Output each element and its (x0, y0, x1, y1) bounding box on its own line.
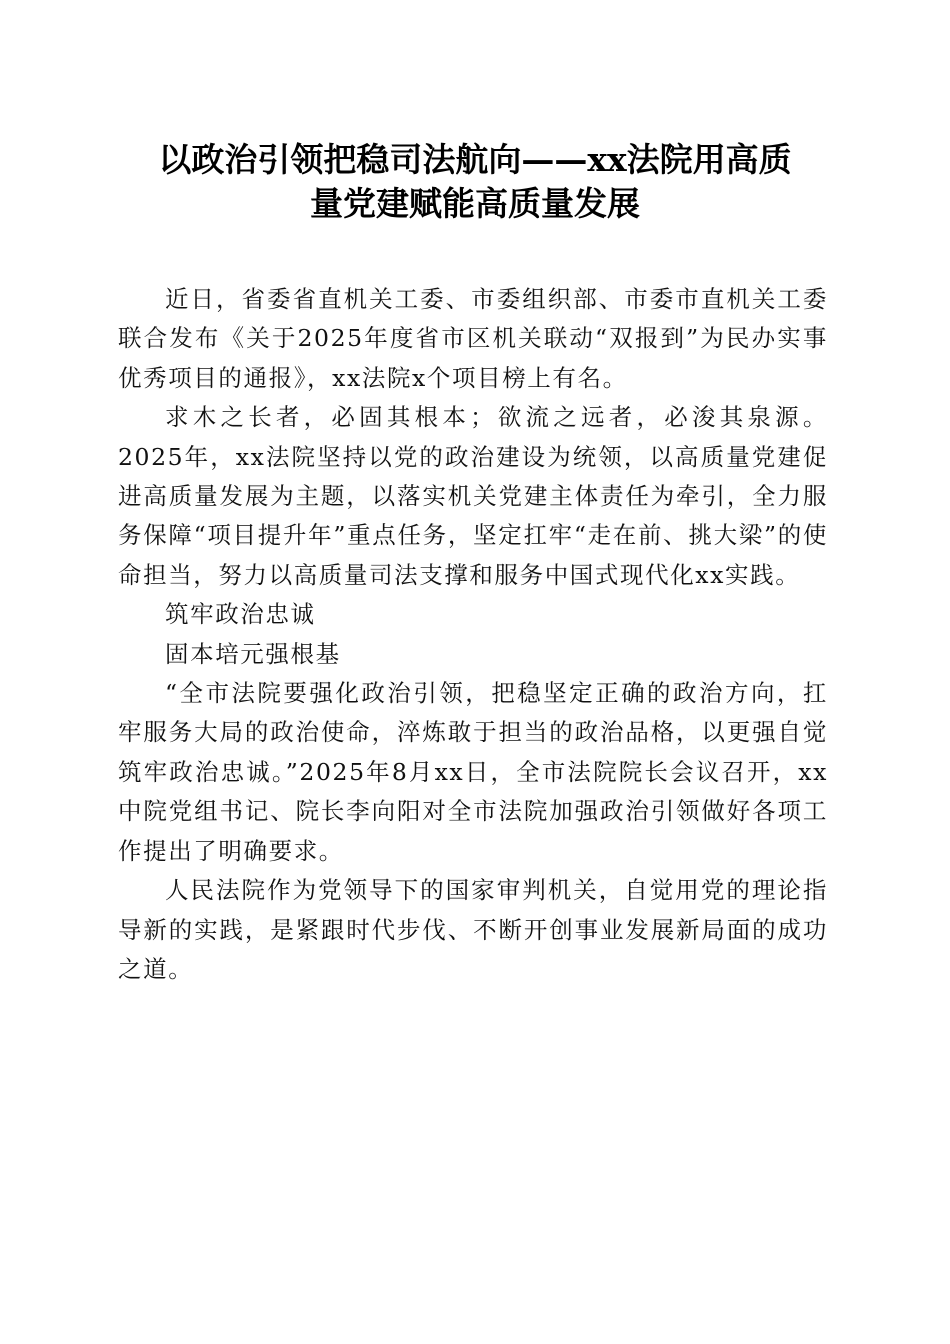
paragraph-intro: 近日，省委省直机关工委、市委组织部、市委市直机关工委联合发布《关于2025年度省市区机关联动“双报到”为民办实事优秀项目的通报》，xx法院x个项目榜上有名。 (118, 285, 828, 392)
section-subheading: 固本培元强根基 (165, 639, 341, 668)
paragraph-quote: “全市法院要强化政治引领，把稳坚定正确的政治方向，扛牢服务大局的政治使命，淬炼敢于担当的政治品格，以更强自觉筑牢政治忠诚。”2025年8月xx日，全市法院院长会议召开，xx中院党组书记、院长李向阳对全市法院加强政治引领做好各项工作提出了明确要求。 (118, 679, 828, 865)
document-body (118, 280, 828, 989)
section-heading: 筑牢政治忠诚 (165, 600, 316, 629)
paragraph-overview: 求木之长者，必固其根本；欲流之远者，必浚其泉源。2025年，xx法院坚持以党的政治建设为统领，以高质量党建促进高质量发展为主题，以落实机关党建主体责任为牵引，全力服务保障“项目提升年”重点任务，坚定扛牢“走在前、挑大梁”的使命担当，努力以高质量司法支撑和服务中国式现代化xx实践。 (118, 403, 828, 589)
paragraph-conclusion: 人民法院作为党领导下的国家审判机关，自觉用党的理论指导新的实践，是紧跟时代步伐、不断开创事业发展新局面的成功之道。 (118, 876, 828, 983)
document-title (100, 138, 850, 226)
title-line-1: 以政治引领把稳司法航向——xx法院用高质 (158, 140, 792, 179)
title-line-2: 量党建赋能高质量发展 (310, 184, 640, 223)
